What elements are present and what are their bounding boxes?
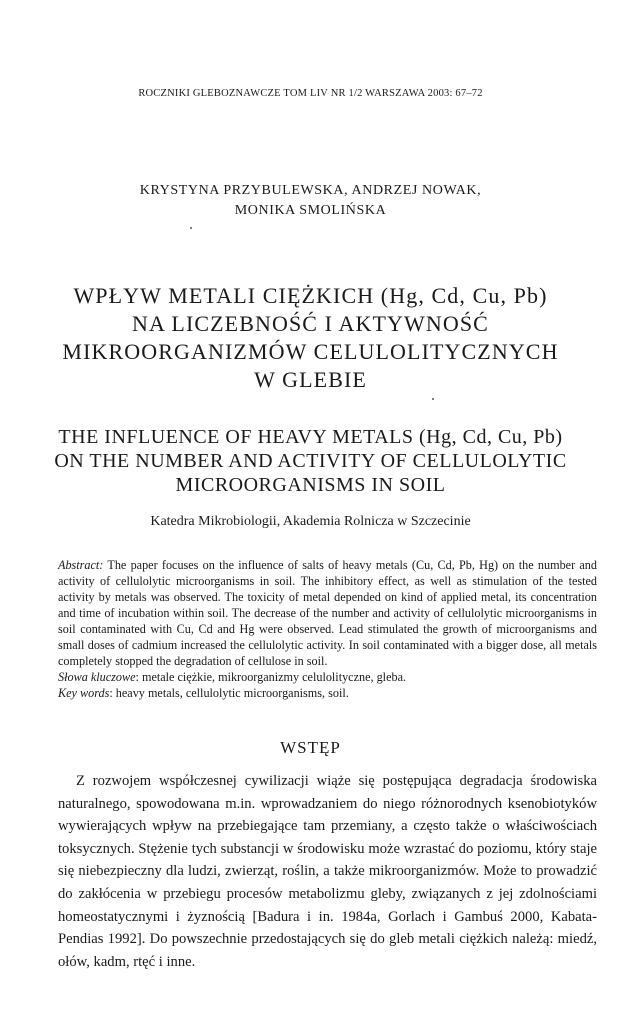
title-pl-line-3: MIKROORGANIZMÓW CELULOLITYCZNYCH xyxy=(62,339,559,364)
keywords-en-text: : heavy metals, cellulolytic microorganisms, soil. xyxy=(109,686,349,700)
title-en-line-3: MICROORGANISMS IN SOIL xyxy=(175,474,446,496)
title-en-line-2: ON THE NUMBER AND ACTIVITY OF CELLULOLYTIC xyxy=(54,450,567,472)
author-line-1: KRYSTYNA PRZYBULEWSKA, ANDRZEJ NOWAK, xyxy=(139,183,482,198)
section-heading: WSTĘP xyxy=(280,738,341,757)
author-line-2: MONIKA SMOLIŃSKA xyxy=(234,203,387,218)
keywords-en xyxy=(58,685,597,701)
title-pl-line-2: NA LICZEBNOŚĆ I AKTYWNOŚĆ xyxy=(132,311,489,336)
journal-header: ROCZNIKI GLEBOZNAWCZE TOM LIV NR 1/2 WARSZAWA 2003: 67–72 xyxy=(138,88,483,99)
title-pl-line-4: W GLEBIE xyxy=(254,367,367,392)
keywords-en-label: Key words xyxy=(58,686,110,700)
abstract-block xyxy=(58,557,597,701)
title-pl-line-1: WPŁYW METALI CIĘŻKICH (Hg, Cd, Cu, Pb) xyxy=(73,283,548,308)
body-paragraph: Z rozwojem współczesnej cywilizacji wiąże się postępująca degradacja środowiska naturalnego, spowodowana m.in. wprowadzaniem do niego różnorodnych ksenobiotyków wywierających wpływ na przebiegające tam przemiany, a często także o właściwościach toksycznych. Stężenie tych substancji w środowisku może wzrastać do poziomu, który staje się niebezpieczny dla ludzi, zwierząt, roślin, a także mikroorganizmów. Może to prowadzić do zakłócenia w przebiegu procesów metabolizmu gleby, związanych z jej zdolnościami homeostatycznymi i żyznością [Badura i in. 1984a, Gorlach i Gambuś 2000, Kabata-Pendias 1992]. Do powszechnie przedostających się do gleb metali ciężkich należą: miedź, ołów, kadm, rtęć i inne. xyxy=(58,773,597,970)
keywords-pl-label: Słowa kluczowe xyxy=(58,670,136,684)
keywords-pl-text: : metale ciężkie, mikroorganizmy celulolityczne, gleba. xyxy=(135,670,407,684)
speck-mark xyxy=(190,227,192,229)
abstract-paragraph xyxy=(58,557,597,669)
abstract-label: Abstract: xyxy=(58,558,104,572)
body-text xyxy=(58,770,597,973)
title-polish xyxy=(20,282,601,394)
affiliation: Katedra Mikrobiologii, Akademia Rolnicza w Szczecinie xyxy=(150,514,471,529)
title-english xyxy=(20,425,601,497)
author-list xyxy=(0,181,621,221)
speck-mark xyxy=(432,398,434,400)
abstract-text: The paper focuses on the influence of salts of heavy metals (Cu, Cd, Pb, Hg) on the number and activity of cellulolytic microorganisms in soil. The inhibitory effect, as well as stimulation of the tested activity by metals was observed. The toxicity of metal depended on kind of applied metal, its concentration and time of incubation within soil. The decrease of the number and activity of cellulolytic microorganisms in soil contaminated with Cu, Cd and Hg were observed. Lead stimulated the growth of microorganisms and small doses of cadmium increased the cellulolytic activity. In soil contaminated with a bigger dose, all metals completely stopped the degradation of cellulose in soil. xyxy=(58,558,597,668)
title-en-line-1: THE INFLUENCE OF HEAVY METALS (Hg, Cd, Cu, Pb) xyxy=(58,426,563,448)
keywords-pl xyxy=(58,669,597,685)
